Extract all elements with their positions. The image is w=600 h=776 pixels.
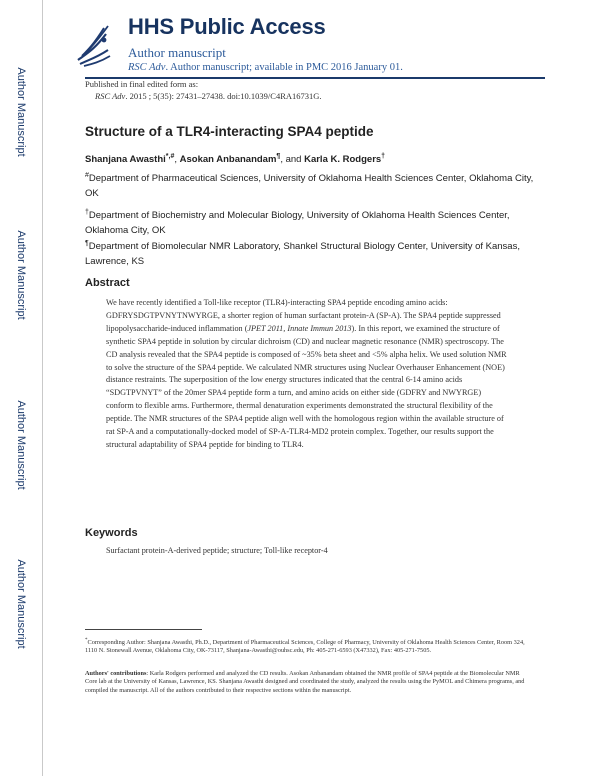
footnote-rule bbox=[85, 629, 202, 630]
corresponding-author-footnote bbox=[85, 637, 525, 656]
hhs-eagle-logo-icon bbox=[74, 20, 112, 68]
author-name: Shanjana Awasthi bbox=[85, 154, 166, 166]
header-subtitle: Author manuscript bbox=[128, 45, 226, 60]
author-mark: ¶ bbox=[276, 153, 281, 160]
keywords-heading: Keywords bbox=[85, 527, 138, 539]
citation-line bbox=[85, 90, 322, 102]
abstract-body bbox=[106, 297, 508, 452]
affiliation bbox=[85, 205, 535, 238]
abstract-heading: Abstract bbox=[85, 277, 130, 289]
author-mark: † bbox=[381, 153, 386, 160]
availability-text: . Author manuscript; available in PMC 2016 January 01. bbox=[165, 62, 403, 73]
affiliation-text: Department of Biomolecular NMR Laboratory, Shankel Structural Biology Center, University of Kansas, Lawrence, KS bbox=[85, 241, 520, 268]
article-title: Structure of a TLR4-interacting SPA4 peptide bbox=[85, 124, 374, 139]
affiliation-text: Department of Pharmaceutical Sciences, University of Oklahoma Health Sciences Center, Oklahoma City, OK bbox=[85, 173, 534, 200]
contributions-footnote bbox=[85, 670, 525, 695]
affiliation-mark: † bbox=[85, 209, 89, 216]
header-title: HHS Public Access bbox=[128, 14, 326, 39]
pub-line: Published in final edited form as: bbox=[85, 79, 199, 89]
footnote-text: Corresponding Author: Shanjana Awasthi, Ph.D., Department of Pharmaceutical Sciences, College of Pharmacy, University of Oklahoma Health Sciences Center, Room 324, 1110 N. Stonewall Avenue, Oklahoma City, OK-73117, Shanjana-Awasthi@ouhsc.edu, Ph: 405-271-6593 (X47332), Fax: 405-271-7505. bbox=[85, 639, 525, 655]
header bbox=[70, 10, 550, 72]
affiliation bbox=[85, 236, 535, 269]
sidebar-label: Author Manuscript bbox=[15, 559, 27, 649]
footnote-label: Authors' contributions bbox=[85, 670, 147, 677]
left-sidebar bbox=[0, 0, 42, 776]
affiliation-mark: ¶ bbox=[85, 240, 89, 247]
author-separator: , bbox=[174, 154, 180, 166]
affiliation bbox=[85, 168, 535, 201]
citation: . 2015 ; 5(35): 27431–27438. doi:10.1039/C4RA16731G. bbox=[125, 91, 322, 101]
author-name: Asokan Anbanandam bbox=[179, 154, 277, 166]
affiliation-mark: # bbox=[85, 172, 89, 179]
footnote-text: : Karla Rodgers performed and analyzed the CD results. Asokan Anbanandam obtained the NMR profile of SPA4 peptide at the Biomolecular NMR Core lab at the University of Kansas, Lawrence, KS. Shanjana Awasthi designed and coordinated the study, analyzed the results using the PyMOL and Chimera programs, and compiled the manuscript. All of the authors contributed to their respective sections within the manuscript. bbox=[85, 670, 525, 694]
journal-name: RSC Adv bbox=[95, 91, 126, 101]
sidebar-label: Author Manuscript bbox=[15, 230, 27, 320]
sidebar-label: Author Manuscript bbox=[15, 400, 27, 490]
author-list bbox=[85, 153, 565, 165]
author-name: Karla K. Rodgers bbox=[304, 154, 382, 166]
abstract-text: We have recently identified a Toll-like receptor (TLR4)-interacting SPA4 peptide encoding amino acids: GDFRYSDGTPVNYTNWYRGE, a shorter region of human surfactant protein-A (SP-A). The SPA4 peptide suppressed lipopolysaccharide-induced inflammation ( bbox=[106, 298, 501, 333]
abstract-citation: JPET 2011, Innate Immun 2013 bbox=[247, 323, 352, 333]
sidebar-divider bbox=[42, 0, 43, 776]
abstract-text: ). In this report, we examined the structure of synthetic SPA4 peptide in solution by circular dichroism (CD) and nuclear magnetic resonance (NMR) spectroscopy. The CD analysis revealed that the SPA4 peptide is composed of ~35% beta sheet and <5% alpha helix. We used solution NMR to solve the structure of the SPA4 peptide. We calculated NMR structures using Nuclear Overhauser Enhancement (NOE) distance restraints. The superposition of the low energy structures indicated that the central 6-14 amino acids “SDGTPVNYT” of the 20mer SPA4 peptide form a turn, and amino acids on either side (GDFRY and NWYRGE) conform to flexible arms. Furthermore, thermal denaturation experiments demonstrated the structural flexibility of the peptide. The NMR structures of the SPA4 peptide align well with the homologous region within the available structure of rat SP-A and a computationally-docked model of SP-A-TLR4-MD2 protein complex. Together, our results support the structural adaptability of SPA4 peptide for binding to TLR4. bbox=[106, 323, 507, 449]
author-mark: *,# bbox=[165, 153, 175, 160]
sidebar-label: Author Manuscript bbox=[15, 67, 27, 157]
affiliation-text: Department of Biochemistry and Molecular Biology, University of Oklahoma Health Sciences Center, Oklahoma City, OK bbox=[85, 210, 510, 237]
publication-info bbox=[85, 78, 322, 102]
keywords-text: Surfactant protein-A-derived peptide; structure; Toll-like receptor-4 bbox=[106, 546, 328, 555]
footnote-mark: * bbox=[85, 638, 88, 643]
header-availability bbox=[128, 62, 403, 73]
author-separator: , and bbox=[280, 154, 305, 166]
journal-name: RSC Adv bbox=[128, 62, 166, 73]
